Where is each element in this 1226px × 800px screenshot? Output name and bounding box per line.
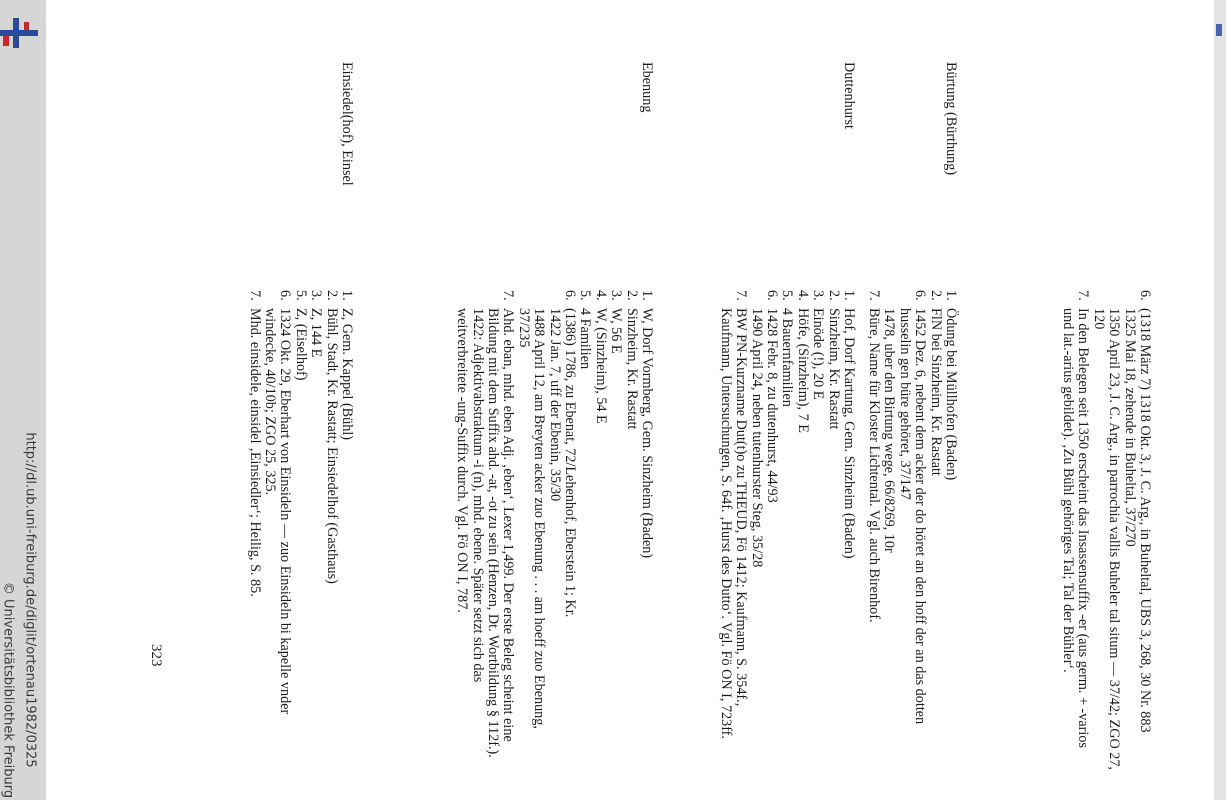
source-url[interactable]: http://dl.ub.uni-freiburg.de/diglit/ortenau1982/0325 [22,432,38,768]
list-item: 3. W, 56 E [608,290,625,354]
entry-heading: Duttenhurst [841,62,857,129]
list-item: 1422 Jan. 7, uff der Ebenin, 35/30 [546,308,563,502]
list-item: 4. Höfe, (Sinzheim), 7 E [794,290,811,433]
list-item: 2. Sinzheim, Kr. Rastatt [825,290,842,430]
viewer-right-margin [1214,0,1226,800]
list-item: 5. Z, (Eiselhof) [292,290,309,381]
entry-heading: Ebenung [639,62,655,113]
list-item: 1. Hof, Dorf Kartung, Gem. Sinzheim (Baden) [841,290,857,559]
list-item: 6. (1318 März 7) 1318 Okt. 3, J. C. Arg., in Buheltal, UBS 3, 268, 30 Nr. 883 [1137,290,1153,733]
list-item: 1490 April 24, neben tutenhurster Steg, 35/28 [748,308,765,568]
list-item: 2. Sinzheim, Kr. Rastatt [623,290,640,430]
list-item: 1. W, Dorf Vormberg, Gem. Sinzheim (Baden) [639,290,655,559]
entry-items [1060,290,1152,770]
list-item: 6. 1452 Dez. 6, nebent dem acker der do höret an den hoff der an das dotten husselin gen büre gehöret, 37/147 [896,290,929,725]
copyright-notice: © Universitätsbibliothek Freiburg [0,581,16,799]
rotated-page-content [46,0,1214,800]
page-number: 323 [148,644,164,667]
list-item: 7. Büre, Name für Kloster Lichtental. Vgl. auch Birenhof. [865,290,882,623]
entry-heading: Bürtung (Bürthung) [943,62,959,176]
list-item: 7. BW PN-Kurzname Dut(t)o zu THEUD, Fö 1412; Kaufmann, S. 354f., Kaufmann, Untersuchungen, S. 64f. ‚Hurst des Dutto‘. Vgl. Fö ON I, 723ff. [717,290,750,739]
list-item: 1350 April 23, J. C. Arg., in parrochia vallis Buheler tal situm — 37/42; ZGO 27, 120 [1090,308,1123,770]
list-item: 6. (1386) 1786, zu Ebenat, 72/Lehenhof, Eberstein 1; Kr. [561,290,578,618]
list-item: 7. Ahd. eban, mhd. eben Adj. ‚eben‘, Lexer 1,499. Der erste Beleg scheint eine Bildung mit dem Suffix ahd. -at, -ot zu sein (Henzen, Dt. Wortbildung § 112f.). 1422: Adjektivabstraktum -i (n), mhd. ebene. Später setzt sich das weitverbreitete -ung-Suffix durch. Vgl. Fö ON I, 787. [454,290,517,758]
list-item: 1. Z, Gem. Kappel (Bühl) [339,290,355,440]
entry-items [454,290,654,770]
list-item: 5. 4 Bauernfamilien [779,290,796,407]
list-item: 1478, uber den Birtung wege, 66/8269, 10r [881,308,898,553]
list-item: 7. In den Belegen seit 1350 erscheint das Insassensuffix -er (aus germ. + -varios und lat.-arius gebildet). ‚Zu Bühl gehöriges Tal; Tal der Bühler‘. [1059,290,1092,748]
list-item: 5. 4 Familien [577,290,594,370]
library-logo-icon [0,0,40,50]
list-item: 4. W, (Sinzheim), 54 E [592,290,609,424]
page-marker-icon [1216,24,1222,36]
scanned-page [46,0,1214,800]
viewer-left-margin [0,0,46,800]
list-item: 7. Mhd. einsidele, einsidel ‚Einsiedler‘; Heilig, S. 85. [246,290,263,597]
entry-items [866,290,958,770]
list-item: 6. 1428 Febr. 8, zu dutenhurst, 44/93 [763,290,780,503]
list-item: 2. FlN bei Sinzheim, Kr. Rastatt [927,290,944,476]
list-item: 1. Ödung bei Müllhofen (Baden) [943,290,959,481]
entry-heading: Einsiedel(hof), Einsel [339,62,355,186]
list-item: 3. Z, 144 E [308,290,325,358]
list-item: 3. Einöde (!), 20 E [810,290,827,400]
list-item: 2. Bühl, Stadt, Kr. Rastatt; Einsiedelhof (Gasthaus) [323,290,340,584]
list-item: 6. 1324 Okt. 29, Eberhart von Einsideln — zuo Einsideln bi kapelle vnder windecke, 40/10b; ZGO 25, 325. [261,290,294,715]
entry-items [246,290,354,770]
list-item: 1325 Mai 18, zehende in Buheltal, 37/270 [1121,308,1138,547]
list-item: 1488 April 12, am Breyten acker zuo Ebenung . . . am hoeff zuo Ebenung, 37/235 [515,308,548,729]
entry-items [717,290,856,770]
